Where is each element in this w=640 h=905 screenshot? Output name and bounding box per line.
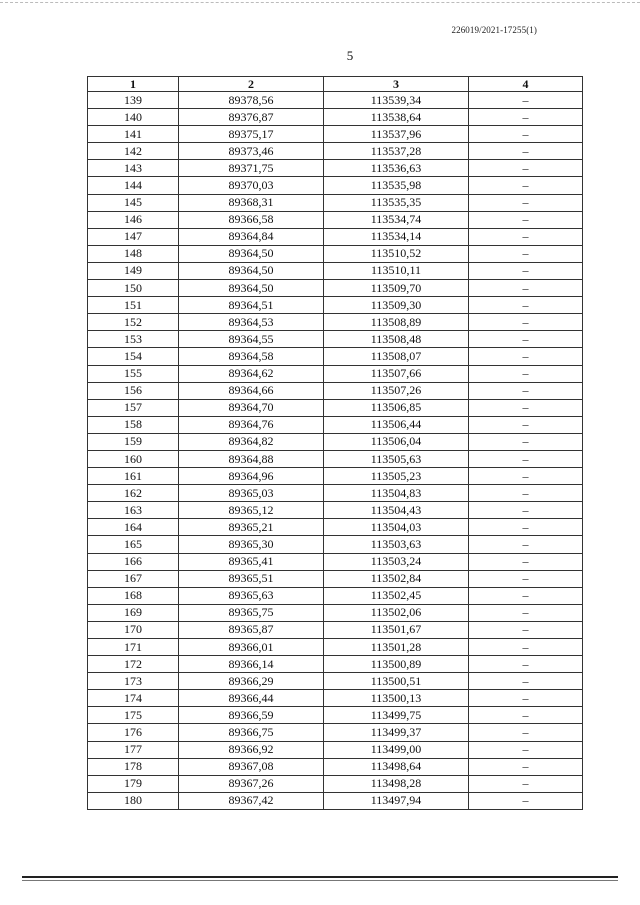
point-number-cell: 163 <box>88 502 179 519</box>
point-number-cell: 143 <box>88 160 179 177</box>
table-row <box>88 450 583 467</box>
x-coordinate-cell: 89365,03 <box>179 485 324 502</box>
y-coordinate-cell: 113502,06 <box>324 604 469 621</box>
point-number-cell: 160 <box>88 450 179 467</box>
note-cell: – <box>469 331 583 348</box>
note-cell: – <box>469 673 583 690</box>
table-row <box>88 639 583 656</box>
note-cell: – <box>469 690 583 707</box>
point-number-cell: 178 <box>88 758 179 775</box>
table-row <box>88 245 583 262</box>
x-coordinate-cell: 89364,84 <box>179 228 324 245</box>
point-number-cell: 158 <box>88 416 179 433</box>
y-coordinate-cell: 113508,89 <box>324 314 469 331</box>
x-coordinate-cell: 89364,62 <box>179 365 324 382</box>
note-cell: – <box>469 758 583 775</box>
table-row <box>88 365 583 382</box>
y-coordinate-cell: 113504,83 <box>324 485 469 502</box>
table-row <box>88 280 583 297</box>
y-coordinate-cell: 113501,67 <box>324 621 469 638</box>
table-row <box>88 707 583 724</box>
y-coordinate-cell: 113537,28 <box>324 143 469 160</box>
table-row <box>88 109 583 126</box>
y-coordinate-cell: 113500,13 <box>324 690 469 707</box>
x-coordinate-cell: 89365,63 <box>179 587 324 604</box>
y-coordinate-cell: 113505,23 <box>324 468 469 485</box>
x-coordinate-cell: 89364,96 <box>179 468 324 485</box>
x-coordinate-cell: 89365,51 <box>179 570 324 587</box>
point-number-cell: 140 <box>88 109 179 126</box>
point-number-cell: 166 <box>88 553 179 570</box>
table-row <box>88 314 583 331</box>
x-coordinate-cell: 89366,01 <box>179 639 324 656</box>
table-row <box>88 177 583 194</box>
y-coordinate-cell: 113506,85 <box>324 399 469 416</box>
point-number-cell: 149 <box>88 262 179 279</box>
x-coordinate-cell: 89365,75 <box>179 604 324 621</box>
point-number-cell: 152 <box>88 314 179 331</box>
table-row <box>88 160 583 177</box>
x-coordinate-cell: 89364,50 <box>179 262 324 279</box>
x-coordinate-cell: 89364,55 <box>179 331 324 348</box>
table-row <box>88 587 583 604</box>
note-cell: – <box>469 468 583 485</box>
table-header <box>88 77 583 92</box>
table-row <box>88 143 583 160</box>
x-coordinate-cell: 89364,50 <box>179 245 324 262</box>
x-coordinate-cell: 89370,03 <box>179 177 324 194</box>
x-coordinate-cell: 89366,58 <box>179 211 324 228</box>
note-cell: – <box>469 262 583 279</box>
x-coordinate-cell: 89364,82 <box>179 433 324 450</box>
y-coordinate-cell: 113507,26 <box>324 382 469 399</box>
bottom-rule-thin <box>22 880 618 881</box>
y-coordinate-cell: 113505,63 <box>324 450 469 467</box>
note-cell: – <box>469 519 583 536</box>
note-cell: – <box>469 450 583 467</box>
y-coordinate-cell: 113500,89 <box>324 656 469 673</box>
x-coordinate-cell: 89367,08 <box>179 758 324 775</box>
note-cell: – <box>469 792 583 809</box>
table-row <box>88 570 583 587</box>
table-row <box>88 775 583 792</box>
x-coordinate-cell: 89364,76 <box>179 416 324 433</box>
note-cell: – <box>469 724 583 741</box>
table-row <box>88 553 583 570</box>
note-cell: – <box>469 314 583 331</box>
table-row <box>88 194 583 211</box>
y-coordinate-cell: 113509,70 <box>324 280 469 297</box>
point-number-cell: 146 <box>88 211 179 228</box>
point-number-cell: 157 <box>88 399 179 416</box>
y-coordinate-cell: 113502,84 <box>324 570 469 587</box>
note-cell: – <box>469 92 583 109</box>
point-number-cell: 145 <box>88 194 179 211</box>
note-cell: – <box>469 399 583 416</box>
x-coordinate-cell: 89365,87 <box>179 621 324 638</box>
x-coordinate-cell: 89365,21 <box>179 519 324 536</box>
x-coordinate-cell: 89364,58 <box>179 348 324 365</box>
y-coordinate-cell: 113510,52 <box>324 245 469 262</box>
column-header-4: 4 <box>469 77 583 92</box>
x-coordinate-cell: 89367,42 <box>179 792 324 809</box>
point-number-cell: 159 <box>88 433 179 450</box>
y-coordinate-cell: 113506,44 <box>324 416 469 433</box>
y-coordinate-cell: 113508,07 <box>324 348 469 365</box>
y-coordinate-cell: 113502,45 <box>324 587 469 604</box>
note-cell: – <box>469 126 583 143</box>
table-row <box>88 416 583 433</box>
note-cell: – <box>469 416 583 433</box>
x-coordinate-cell: 89376,87 <box>179 109 324 126</box>
point-number-cell: 162 <box>88 485 179 502</box>
table-row <box>88 297 583 314</box>
table-row <box>88 519 583 536</box>
note-cell: – <box>469 143 583 160</box>
note-cell: – <box>469 741 583 758</box>
point-number-cell: 179 <box>88 775 179 792</box>
note-cell: – <box>469 639 583 656</box>
table-row <box>88 382 583 399</box>
table-row <box>88 92 583 109</box>
page-number: 5 <box>346 48 354 63</box>
note-cell: – <box>469 485 583 502</box>
table-row <box>88 485 583 502</box>
x-coordinate-cell: 89375,17 <box>179 126 324 143</box>
y-coordinate-cell: 113503,24 <box>324 553 469 570</box>
top-rule <box>0 2 640 3</box>
point-number-cell: 147 <box>88 228 179 245</box>
table-row <box>88 673 583 690</box>
table-row <box>88 211 583 228</box>
y-coordinate-cell: 113509,30 <box>324 297 469 314</box>
y-coordinate-cell: 113535,98 <box>324 177 469 194</box>
y-coordinate-cell: 113508,48 <box>324 331 469 348</box>
point-number-cell: 161 <box>88 468 179 485</box>
column-header-3: 3 <box>324 77 469 92</box>
x-coordinate-cell: 89364,88 <box>179 450 324 467</box>
table-row <box>88 502 583 519</box>
table-row <box>88 690 583 707</box>
y-coordinate-cell: 113497,94 <box>324 792 469 809</box>
x-coordinate-cell: 89364,50 <box>179 280 324 297</box>
y-coordinate-cell: 113499,75 <box>324 707 469 724</box>
x-coordinate-cell: 89366,59 <box>179 707 324 724</box>
note-cell: – <box>469 280 583 297</box>
x-coordinate-cell: 89366,14 <box>179 656 324 673</box>
point-number-cell: 172 <box>88 656 179 673</box>
table-row <box>88 536 583 553</box>
point-number-cell: 167 <box>88 570 179 587</box>
y-coordinate-cell: 113504,03 <box>324 519 469 536</box>
point-number-cell: 176 <box>88 724 179 741</box>
point-number-cell: 139 <box>88 92 179 109</box>
note-cell: – <box>469 536 583 553</box>
y-coordinate-cell: 113536,63 <box>324 160 469 177</box>
x-coordinate-cell: 89364,51 <box>179 297 324 314</box>
note-cell: – <box>469 656 583 673</box>
x-coordinate-cell: 89371,75 <box>179 160 324 177</box>
note-cell: – <box>469 502 583 519</box>
y-coordinate-cell: 113498,28 <box>324 775 469 792</box>
point-number-cell: 142 <box>88 143 179 160</box>
note-cell: – <box>469 553 583 570</box>
table-row <box>88 792 583 809</box>
table-row <box>88 433 583 450</box>
note-cell: – <box>469 245 583 262</box>
y-coordinate-cell: 113537,96 <box>324 126 469 143</box>
point-number-cell: 150 <box>88 280 179 297</box>
table-row <box>88 331 583 348</box>
table-row <box>88 758 583 775</box>
y-coordinate-cell: 113503,63 <box>324 536 469 553</box>
table-row <box>88 348 583 365</box>
y-coordinate-cell: 113504,43 <box>324 502 469 519</box>
table-row <box>88 228 583 245</box>
x-coordinate-cell: 89367,26 <box>179 775 324 792</box>
point-number-cell: 177 <box>88 741 179 758</box>
table-row <box>88 468 583 485</box>
x-coordinate-cell: 89364,66 <box>179 382 324 399</box>
point-number-cell: 141 <box>88 126 179 143</box>
point-number-cell: 144 <box>88 177 179 194</box>
note-cell: – <box>469 604 583 621</box>
y-coordinate-cell: 113506,04 <box>324 433 469 450</box>
point-number-cell: 180 <box>88 792 179 809</box>
x-coordinate-cell: 89373,46 <box>179 143 324 160</box>
y-coordinate-cell: 113510,11 <box>324 262 469 279</box>
note-cell: – <box>469 109 583 126</box>
x-coordinate-cell: 89378,56 <box>179 92 324 109</box>
point-number-cell: 168 <box>88 587 179 604</box>
y-coordinate-cell: 113538,64 <box>324 109 469 126</box>
note-cell: – <box>469 228 583 245</box>
x-coordinate-cell: 89364,53 <box>179 314 324 331</box>
x-coordinate-cell: 89365,30 <box>179 536 324 553</box>
table-row <box>88 262 583 279</box>
column-header-1: 1 <box>88 77 179 92</box>
point-number-cell: 175 <box>88 707 179 724</box>
table-row <box>88 604 583 621</box>
document-number: 226019/2021-17255(1) <box>451 25 537 35</box>
y-coordinate-cell: 113499,00 <box>324 741 469 758</box>
y-coordinate-cell: 113534,14 <box>324 228 469 245</box>
x-coordinate-cell: 89364,70 <box>179 399 324 416</box>
point-number-cell: 151 <box>88 297 179 314</box>
note-cell: – <box>469 587 583 604</box>
x-coordinate-cell: 89366,44 <box>179 690 324 707</box>
point-number-cell: 171 <box>88 639 179 656</box>
point-number-cell: 153 <box>88 331 179 348</box>
y-coordinate-cell: 113498,64 <box>324 758 469 775</box>
y-coordinate-cell: 113539,34 <box>324 92 469 109</box>
y-coordinate-cell: 113535,35 <box>324 194 469 211</box>
note-cell: – <box>469 177 583 194</box>
table-row <box>88 656 583 673</box>
header-row <box>88 77 583 92</box>
point-number-cell: 169 <box>88 604 179 621</box>
y-coordinate-cell: 113499,37 <box>324 724 469 741</box>
bottom-rule <box>22 876 618 878</box>
point-number-cell: 170 <box>88 621 179 638</box>
point-number-cell: 154 <box>88 348 179 365</box>
x-coordinate-cell: 89366,29 <box>179 673 324 690</box>
table-row <box>88 126 583 143</box>
note-cell: – <box>469 707 583 724</box>
table-body <box>88 92 583 810</box>
x-coordinate-cell: 89368,31 <box>179 194 324 211</box>
y-coordinate-cell: 113507,66 <box>324 365 469 382</box>
point-number-cell: 155 <box>88 365 179 382</box>
table-row <box>88 741 583 758</box>
note-cell: – <box>469 297 583 314</box>
coordinates-table <box>87 76 583 810</box>
point-number-cell: 156 <box>88 382 179 399</box>
note-cell: – <box>469 348 583 365</box>
table-row <box>88 399 583 416</box>
column-header-2: 2 <box>179 77 324 92</box>
y-coordinate-cell: 113500,51 <box>324 673 469 690</box>
x-coordinate-cell: 89366,75 <box>179 724 324 741</box>
note-cell: – <box>469 570 583 587</box>
point-number-cell: 165 <box>88 536 179 553</box>
x-coordinate-cell: 89365,12 <box>179 502 324 519</box>
note-cell: – <box>469 211 583 228</box>
note-cell: – <box>469 382 583 399</box>
point-number-cell: 173 <box>88 673 179 690</box>
note-cell: – <box>469 194 583 211</box>
y-coordinate-cell: 113501,28 <box>324 639 469 656</box>
note-cell: – <box>469 621 583 638</box>
x-coordinate-cell: 89366,92 <box>179 741 324 758</box>
point-number-cell: 174 <box>88 690 179 707</box>
point-number-cell: 148 <box>88 245 179 262</box>
table-row <box>88 724 583 741</box>
note-cell: – <box>469 160 583 177</box>
x-coordinate-cell: 89365,41 <box>179 553 324 570</box>
note-cell: – <box>469 365 583 382</box>
y-coordinate-cell: 113534,74 <box>324 211 469 228</box>
point-number-cell: 164 <box>88 519 179 536</box>
note-cell: – <box>469 775 583 792</box>
note-cell: – <box>469 433 583 450</box>
table-row <box>88 621 583 638</box>
